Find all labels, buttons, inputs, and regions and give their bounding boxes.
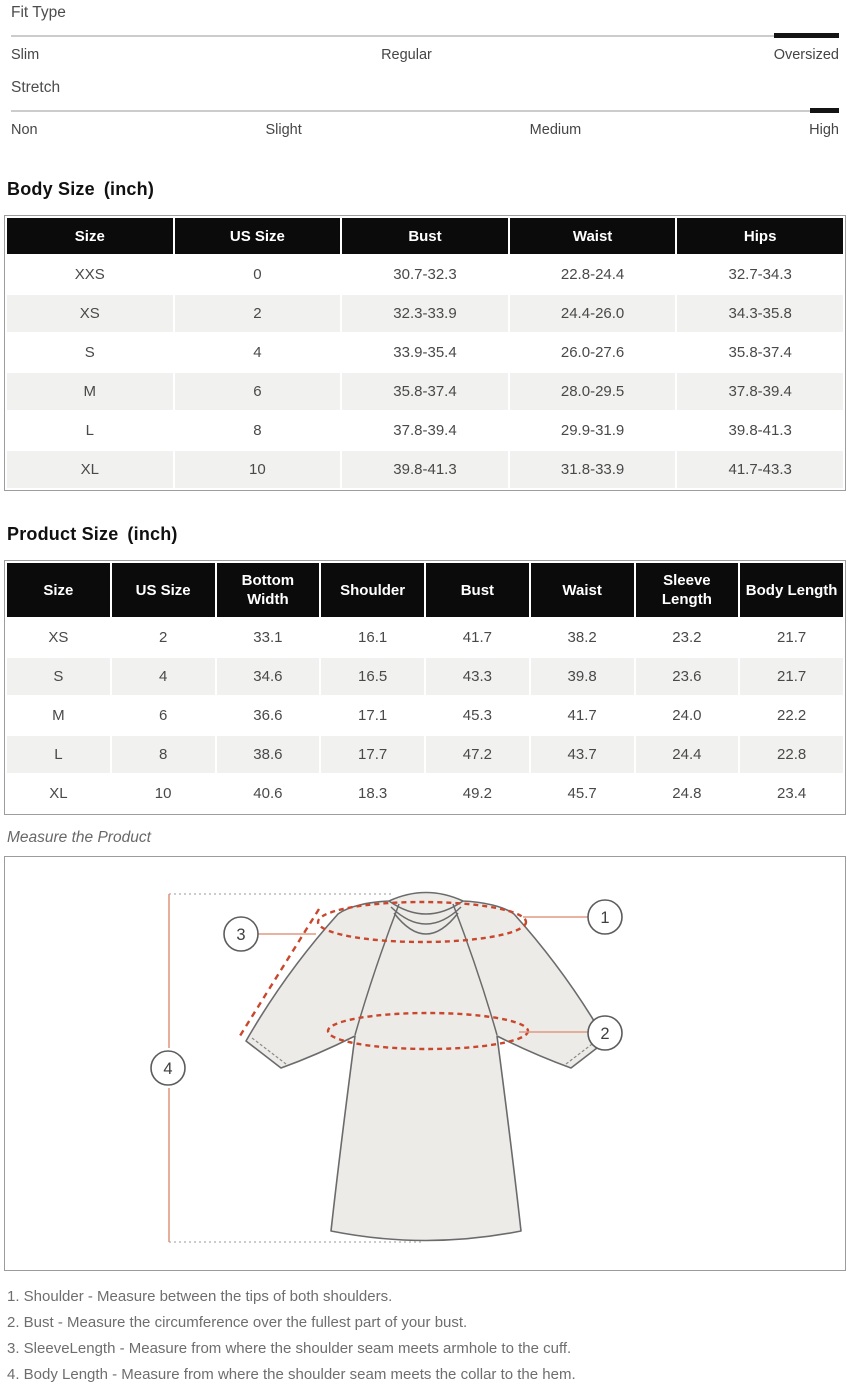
table-cell: 35.8-37.4 [677,334,843,371]
table-cell: 33.9-35.4 [342,334,508,371]
table-cell: 30.7-32.3 [342,256,508,293]
table-row [7,256,843,293]
table-cell: 43.3 [426,658,529,695]
scale-option: High [809,122,839,138]
scale-option: Slight [265,122,302,138]
product-size-title [0,524,850,545]
table-cell: 33.1 [217,619,320,656]
table-cell: 0 [175,256,341,293]
callout-2 [588,1016,622,1050]
table-cell: 35.8-37.4 [342,373,508,410]
body-size-title [0,179,850,200]
table-row [7,334,843,371]
table-cell: 49.2 [426,775,529,812]
callout-3-number: 3 [236,926,246,944]
table-cell: 34.6 [217,658,320,695]
table-row [7,619,843,656]
callout-4 [151,1051,185,1085]
table-cell: 39.8 [531,658,634,695]
table-cell: 43.7 [531,736,634,773]
header-row [7,563,843,617]
table-cell: 24.8 [636,775,739,812]
legend-item: 4. Body Length - Measure from where the shoulder seam meets the collar to the hem. [7,1366,576,1383]
scale-option: Oversized [773,47,839,63]
table-cell: 21.7 [740,658,843,695]
table-cell: 47.2 [426,736,529,773]
table-cell: XL [7,775,110,812]
table-cell: 23.4 [740,775,843,812]
table-cell: 32.3-33.9 [342,295,508,332]
stretch-track [11,110,839,112]
stretch-options [11,121,839,139]
table-cell: L [7,736,110,773]
table-row [7,658,843,695]
fit-type-label: Fit Type [11,4,66,21]
table-cell: XS [7,619,110,656]
table-cell: M [7,697,110,734]
table-cell: 4 [112,658,215,695]
column-header: Hips [677,218,843,254]
fit-type-track [11,35,839,37]
fit-type-options [11,46,839,64]
body-size-table [5,216,845,490]
scale-option: Slim [11,47,40,63]
column-header: US Size [175,218,341,254]
table-cell: 39.8-41.3 [342,451,508,488]
column-header: Waist [510,218,676,254]
table-cell: 6 [112,697,215,734]
callout-1-number: 1 [600,909,610,927]
measure-diagram-box [4,856,846,1271]
table-cell: 10 [175,451,341,488]
table-cell: 37.8-39.4 [677,373,843,410]
table-cell: 41.7-43.3 [677,451,843,488]
tshirt-outline [246,893,606,1241]
column-header: Bust [426,563,529,617]
scale-option: Non [11,122,38,138]
table-cell: 38.2 [531,619,634,656]
column-header: Shoulder [321,563,424,617]
product-size-title-text: Product Size [7,524,119,544]
table-cell: 17.1 [321,697,424,734]
fit-scales-section [0,0,850,139]
table-row [7,295,843,332]
table-cell: 23.2 [636,619,739,656]
table-cell: 16.5 [321,658,424,695]
callout-3 [224,917,258,951]
table-cell: 41.7 [426,619,529,656]
legend-item: 2. Bust - Measure the circumference over the fullest part of your bust. [7,1314,468,1331]
table-cell: 8 [175,412,341,449]
table-row [7,373,843,410]
table-cell: 37.8-39.4 [342,412,508,449]
column-header: Bust [342,218,508,254]
fit-type-marker [774,33,839,38]
table-cell: S [7,658,110,695]
table-cell: 8 [112,736,215,773]
table-cell: 24.4-26.0 [510,295,676,332]
table-cell: 36.6 [217,697,320,734]
table-cell: 4 [175,334,341,371]
table-row [7,697,843,734]
table-cell: 39.8-41.3 [677,412,843,449]
product-size-table [5,561,845,814]
product-size-table-wrap [4,560,846,815]
measure-title: Measure the Product [7,829,151,846]
table-cell: XS [7,295,173,332]
table-cell: 24.4 [636,736,739,773]
body-size-title-text: Body Size [7,179,95,199]
table-cell: 40.6 [217,775,320,812]
measure-legend [0,1271,850,1388]
table-cell: 2 [175,295,341,332]
stretch-marker [810,108,839,113]
table-cell: 18.3 [321,775,424,812]
table-cell: M [7,373,173,410]
scale-option: Medium [529,122,582,138]
table-row [7,451,843,488]
scale-option: Regular [381,47,432,63]
table-cell: 32.7-34.3 [677,256,843,293]
callout-4-number: 4 [163,1060,173,1078]
legend-item: 3. SleeveLength - Measure from where the shoulder seam meets armhole to the cuff. [7,1340,572,1357]
column-header: Bottom Width [217,563,320,617]
table-cell: 23.6 [636,658,739,695]
table-cell: 16.1 [321,619,424,656]
table-cell: 10 [112,775,215,812]
table-cell: 22.2 [740,697,843,734]
table-cell: XXS [7,256,173,293]
column-header: Size [7,218,173,254]
table-cell: 31.8-33.9 [510,451,676,488]
table-cell: XL [7,451,173,488]
column-header: Waist [531,563,634,617]
table-cell: 45.7 [531,775,634,812]
stretch-label: Stretch [11,79,61,96]
table-cell: 41.7 [531,697,634,734]
table-cell: 21.7 [740,619,843,656]
body-size-unit: (inch) [103,179,155,199]
table-cell: 24.0 [636,697,739,734]
table-row [7,412,843,449]
column-header: Sleeve Length [636,563,739,617]
column-header: US Size [112,563,215,617]
table-cell: 26.0-27.6 [510,334,676,371]
table-cell: 22.8 [740,736,843,773]
table-cell: 6 [175,373,341,410]
fit-type-scale [11,4,839,64]
table-cell: L [7,412,173,449]
body-size-table-wrap [4,215,846,491]
measure-diagram [5,857,845,1270]
column-header: Size [7,563,110,617]
table-cell: 2 [112,619,215,656]
legend-item: 1. Shoulder - Measure between the tips of both shoulders. [7,1288,393,1305]
table-cell: 38.6 [217,736,320,773]
table-cell: 28.0-29.5 [510,373,676,410]
table-row [7,736,843,773]
callout-1 [588,900,622,934]
product-size-unit: (inch) [127,524,178,544]
stretch-scale [11,79,839,139]
table-cell: 17.7 [321,736,424,773]
table-cell: 34.3-35.8 [677,295,843,332]
callout-2-number: 2 [600,1025,610,1043]
column-header: Body Length [740,563,843,617]
table-cell: 45.3 [426,697,529,734]
table-cell: S [7,334,173,371]
table-row [7,775,843,812]
table-cell: 29.9-31.9 [510,412,676,449]
table-cell: 22.8-24.4 [510,256,676,293]
header-row [7,218,843,254]
